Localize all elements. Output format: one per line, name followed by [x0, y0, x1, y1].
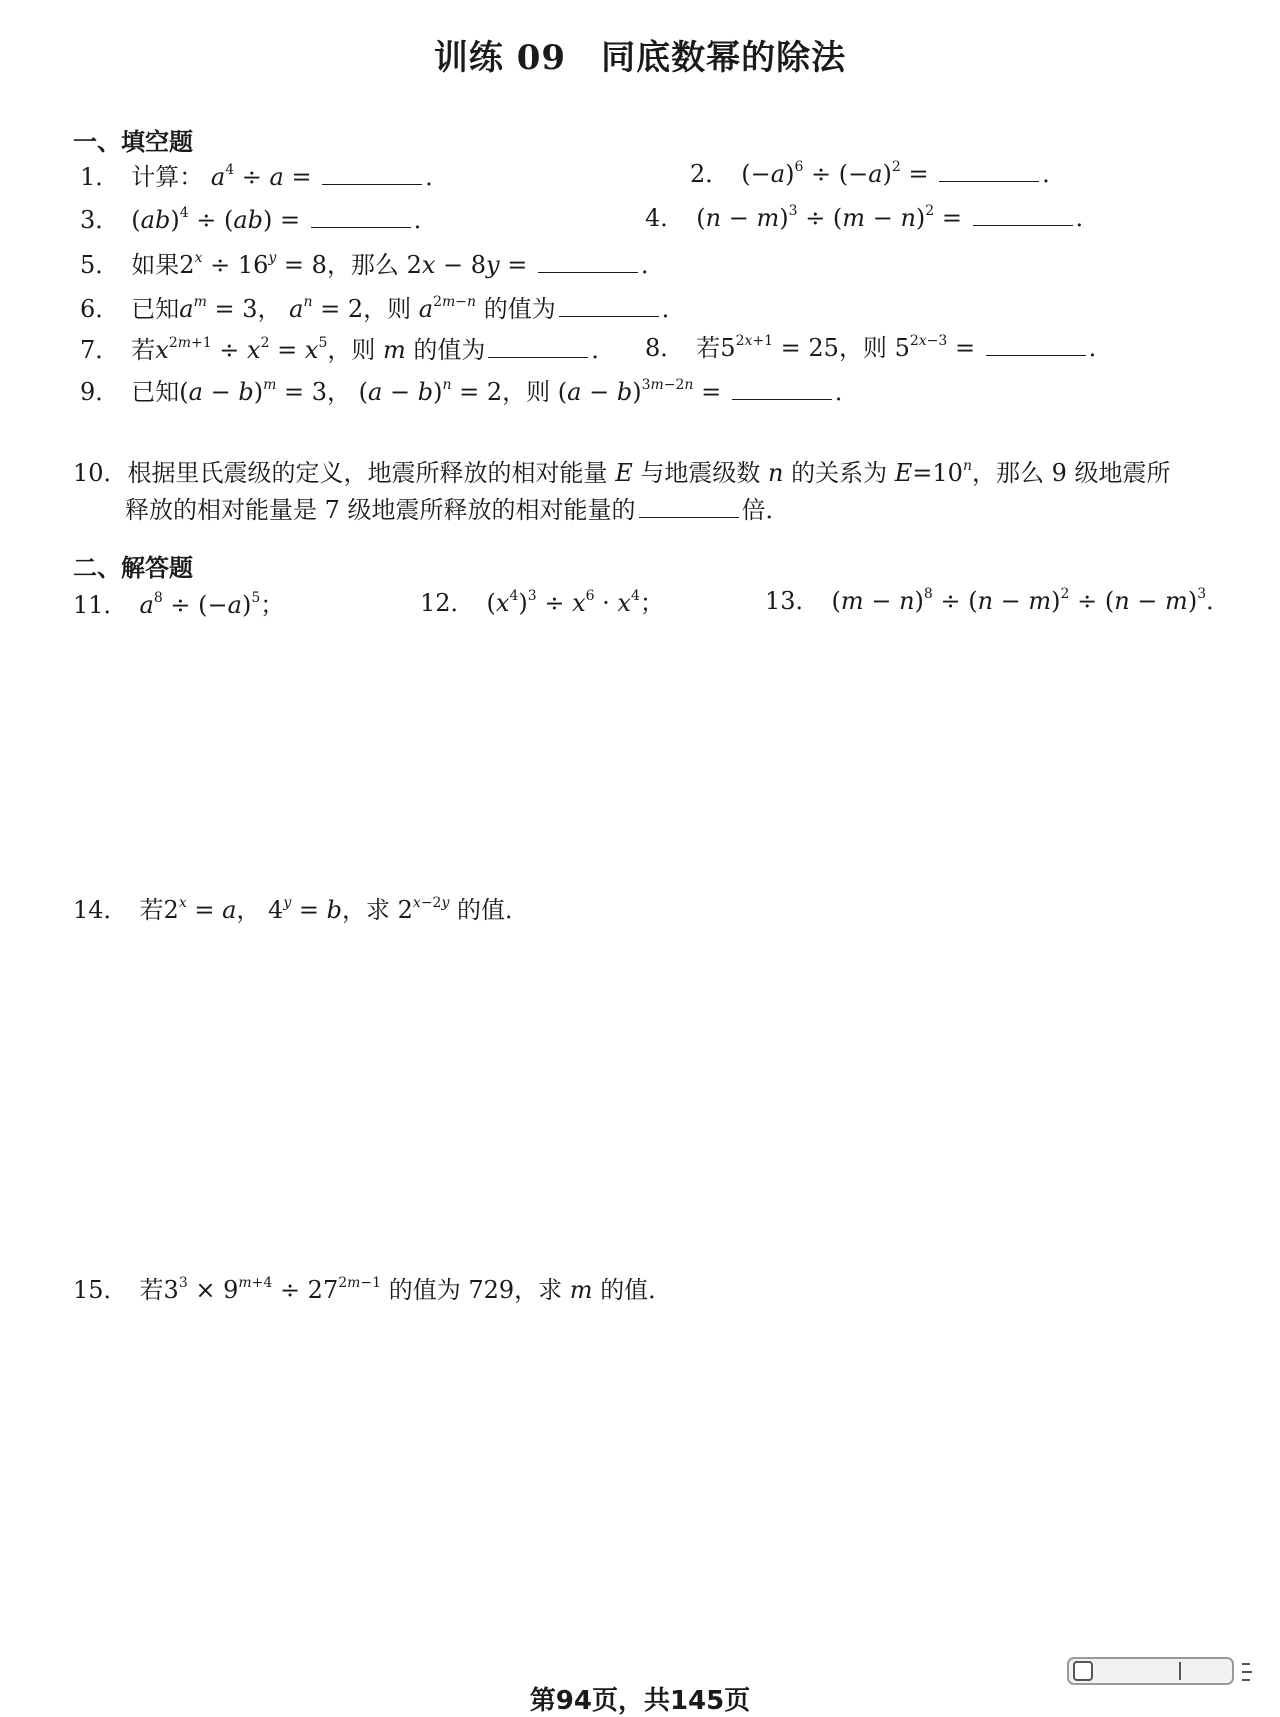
section-answer: 二、解答题 — [73, 554, 193, 582]
menu-icon[interactable] — [1242, 1664, 1252, 1680]
answer-blank[interactable] — [488, 356, 588, 358]
answer-blank[interactable] — [322, 183, 422, 185]
question-6: 6． 已知$a^m = 3$， $a^n = 2$，则 $a^{2m-n}$ 的值为 ． — [80, 294, 686, 323]
page-footer: 第94页，共145页 — [529, 1686, 751, 1716]
answer-blank[interactable] — [538, 271, 638, 273]
question-5: 5． 如果$2^x \div 16^y = 8$，那么 2x − 8y = ． — [80, 250, 665, 279]
answer-blank[interactable] — [559, 315, 659, 317]
question-9: 9． 已知$(a - b)^m = 3$， $(a - b)^n = 2$，则 $(a - b)^{3m-2n}$ = ． — [80, 377, 859, 406]
scroll-thumb[interactable] — [1074, 1662, 1092, 1680]
answer-blank[interactable] — [311, 226, 411, 228]
question-1: 1． 计算： $a^4 \div a$ = ． — [80, 162, 450, 191]
question-15: 15． 若$3^3 \times 9^{m+4} \div 27^{2m-1}$ 的值为 729，求 m 的值． — [73, 1275, 673, 1304]
section-fill-in: 一、填空题 — [73, 128, 193, 156]
answer-blank[interactable] — [939, 180, 1039, 182]
question-11: 11． $a^8 \div (-a)^5$； — [73, 590, 285, 619]
answer-blank[interactable] — [732, 398, 832, 400]
question-14: 14． 若$2^x = a$， $4^y = b$，求 $2^{x-2y}$ 的值． — [73, 895, 530, 924]
question-2: 2． $(-a)^6 \div (-a)^2$ = ． — [690, 159, 1067, 188]
question-13: 13． $(m - n)^8 \div (n - m)^2 \div (n - m)^3$． — [765, 586, 1231, 615]
answer-blank[interactable] — [986, 354, 1086, 356]
question-8: 8． 若$5^{2x+1} = 25$，则 $5^{2x-3}$ = ． — [645, 333, 1113, 362]
question-10: 10．根据里氏震级的定义，地震所释放的相对能量 E 与地震级数 n 的关系为 $E=10^n$，那么 9 级地震所 释放的相对能量是 7 级地震所释放的相对能量的 倍． — [73, 458, 1171, 525]
question-12: 12． $(x^4)^3 \div x^6 \cdot x^4$； — [420, 588, 664, 617]
question-4: 4． $(n - m)^3 \div (m - n)^2$ = ． — [645, 203, 1100, 232]
question-7: 7． 若$x^{2m+1} \div x^2 = x^5$，则 m 的值为 ． — [80, 335, 616, 364]
answer-blank[interactable] — [973, 224, 1073, 226]
page-title: 训练 09 同底数幂的除法 — [433, 38, 847, 78]
question-3: 3． (ab)$^4$ ÷ (ab) = ． — [80, 205, 438, 234]
answer-blank[interactable] — [639, 516, 739, 518]
